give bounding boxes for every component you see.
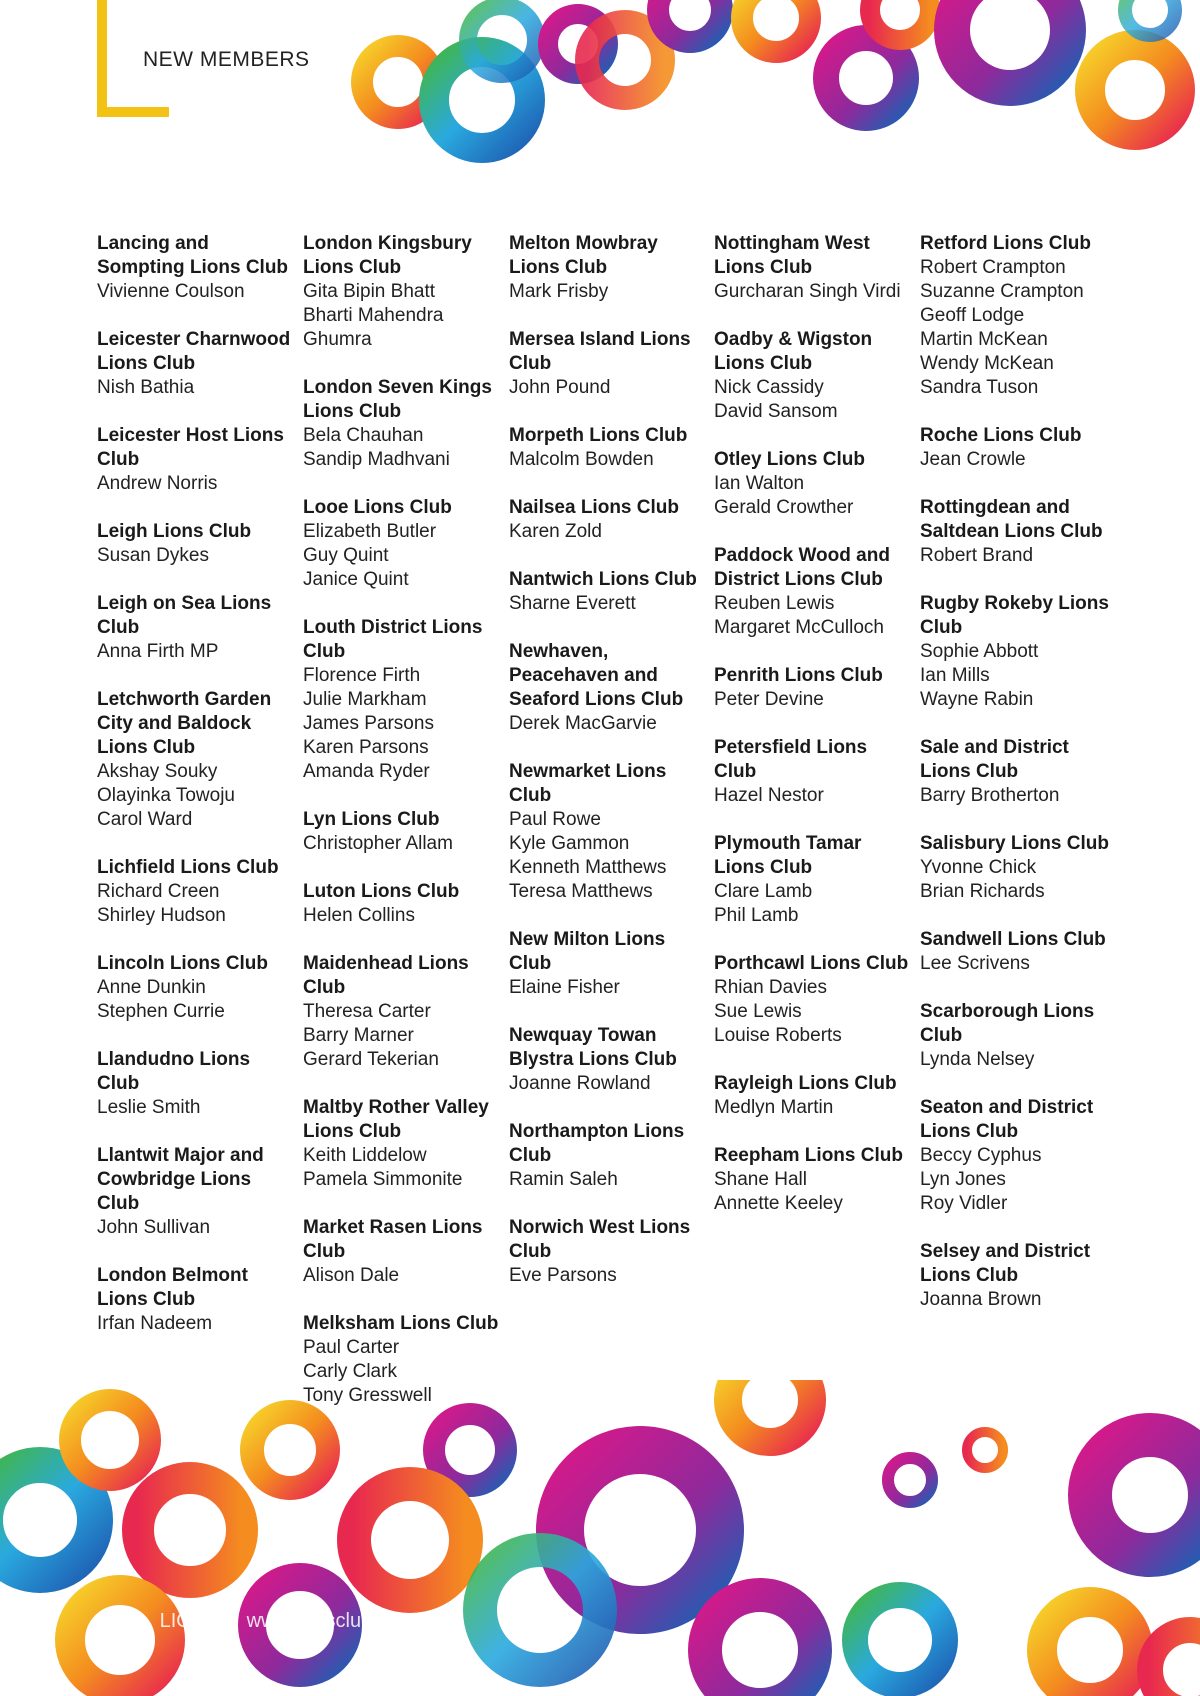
member-name: Mark Frisby: [509, 281, 609, 302]
member-name: Bharti Mahendra Ghumra: [303, 305, 444, 350]
club-entry: [509, 568, 709, 616]
member-name: Nick Cassidy: [714, 377, 824, 398]
member-name: Carly Clark: [303, 1361, 397, 1382]
member-name: Rhian Davies: [714, 977, 827, 998]
member-name: Elaine Fisher: [509, 977, 620, 998]
member-name: Ian Mills: [920, 665, 990, 686]
club-entry: [509, 328, 709, 400]
club-name: Porthcawl Lions Club: [714, 953, 909, 974]
club-entry: [714, 736, 914, 808]
member-name: Medlyn Martin: [714, 1097, 834, 1118]
club-name: Reepham Lions Club: [714, 1145, 903, 1166]
member-name: James Parsons: [303, 713, 434, 734]
club-entry: [714, 1144, 914, 1216]
member-name: Lyn Jones: [920, 1169, 1006, 1190]
member-name: Barry Brotherton: [920, 785, 1060, 806]
member-name: Ramin Saleh: [509, 1169, 618, 1190]
club-name: Louth District Lions Club: [303, 617, 483, 662]
member-name: Gurcharan Singh Virdi: [714, 281, 901, 302]
member-name: David Sansom: [714, 401, 838, 422]
member-name: Anne Dunkin: [97, 977, 206, 998]
club-name: Rottingdean and Saltdean Lions Club: [920, 497, 1103, 542]
club-entry: [509, 1024, 709, 1096]
club-name: Petersfield Lions Club: [714, 737, 868, 782]
page-number: 44: [97, 1610, 120, 1632]
member-name: Roy Vidler: [920, 1193, 1008, 1214]
club-name: London Kingsbury Lions Club: [303, 233, 472, 278]
member-name: Peter Devine: [714, 689, 824, 710]
club-name: Lichfield Lions Club: [97, 857, 279, 878]
member-name: John Pound: [509, 377, 611, 398]
club-entry: [509, 640, 709, 736]
club-name: Sandwell Lions Club: [920, 929, 1106, 950]
member-name: Sharne Everett: [509, 593, 636, 614]
member-name: Sophie Abbott: [920, 641, 1039, 662]
member-name: Martin McKean: [920, 329, 1048, 350]
member-name: Wayne Rabin: [920, 689, 1034, 710]
member-name: Stephen Currie: [97, 1001, 225, 1022]
club-name: Nailsea Lions Club: [509, 497, 679, 518]
club-entry: [303, 232, 503, 352]
club-entry: [97, 592, 297, 664]
member-name: Eve Parsons: [509, 1265, 617, 1286]
member-name: Sandra Tuson: [920, 377, 1039, 398]
member-name: Suzanne Crampton: [920, 281, 1084, 302]
club-name: Luton Lions Club: [303, 881, 460, 902]
club-name: Melton Mowbray Lions Club: [509, 233, 658, 278]
member-name: Alison Dale: [303, 1265, 400, 1286]
bottom-ring-decoration: [0, 1380, 1200, 1696]
club-entry: [714, 448, 914, 520]
member-name: John Sullivan: [97, 1217, 211, 1238]
column-4: [714, 232, 914, 1240]
club-entry: [714, 544, 914, 640]
club-entry: [303, 880, 503, 928]
member-name: Paul Carter: [303, 1337, 400, 1358]
member-name: Robert Brand: [920, 545, 1034, 566]
club-name: Northampton Lions Club: [509, 1121, 685, 1166]
club-name: Mersea Island Lions Club: [509, 329, 691, 374]
member-name: Vivienne Coulson: [97, 281, 245, 302]
club-entry: [714, 832, 914, 928]
club-name: Oadby & Wigston Lions Club: [714, 329, 873, 374]
member-name: Tony Gresswell: [303, 1385, 432, 1406]
club-entry: [920, 1096, 1120, 1216]
club-entry: [509, 1216, 709, 1288]
page-footer: [97, 1610, 421, 1633]
club-entry: [509, 496, 709, 544]
club-name: Lyn Lions Club: [303, 809, 440, 830]
club-entry: [714, 232, 914, 304]
club-entry: [97, 688, 297, 832]
member-name: Gita Bipin Bhatt: [303, 281, 436, 302]
member-name: Paul Rowe: [509, 809, 601, 830]
club-entry: [920, 496, 1120, 568]
club-entry: [509, 1120, 709, 1192]
club-entry: [920, 424, 1120, 472]
club-name: Rayleigh Lions Club: [714, 1073, 897, 1094]
club-name: Rugby Rokeby Lions Club: [920, 593, 1109, 638]
club-name: Llantwit Major and Cowbridge Lions Club: [97, 1145, 264, 1214]
member-name: Susan Dykes: [97, 545, 209, 566]
club-entry: [97, 1048, 297, 1120]
member-name: Ian Walton: [714, 473, 805, 494]
club-name: Leicester Host Lions Club: [97, 425, 284, 470]
club-name: Maltby Rother Valley Lions Club: [303, 1097, 489, 1142]
member-name: Julie Markham: [303, 689, 427, 710]
club-name: Nantwich Lions Club: [509, 569, 697, 590]
member-name: Helen Collins: [303, 905, 415, 926]
member-name: Gerard Tekerian: [303, 1049, 439, 1070]
club-entry: [509, 928, 709, 1000]
member-name: Christopher Allam: [303, 833, 453, 854]
club-entry: [714, 1072, 914, 1120]
club-entry: [303, 1096, 503, 1192]
member-name: Derek MacGarvie: [509, 713, 657, 734]
member-name: Reuben Lewis: [714, 593, 835, 614]
club-name: Salisbury Lions Club: [920, 833, 1109, 854]
member-name: Guy Quint: [303, 545, 389, 566]
club-name: Plymouth Tamar Lions Club: [714, 833, 862, 878]
club-name: Lincoln Lions Club: [97, 953, 268, 974]
website-link[interactable]: www.lionsclubs.co: [246, 1610, 409, 1632]
footer-separator: |: [223, 1610, 230, 1632]
club-name: Roche Lions Club: [920, 425, 1082, 446]
member-name: Beccy Cyphus: [920, 1145, 1042, 1166]
club-entry: [97, 1264, 297, 1336]
club-name: New Milton Lions Club: [509, 929, 666, 974]
member-name: Annette Keeley: [714, 1193, 843, 1214]
footer-separator: |: [136, 1610, 143, 1632]
club-name: Letchworth Garden City and Baldock Lions Club: [97, 689, 272, 758]
member-name: Akshay Souky: [97, 761, 218, 782]
member-name: Jean Crowle: [920, 449, 1026, 470]
member-name: Theresa Carter: [303, 1001, 431, 1022]
member-name: Barry Marner: [303, 1025, 414, 1046]
member-name: Yvonne Chick: [920, 857, 1037, 878]
column-3: [509, 232, 709, 1312]
club-entry: [920, 832, 1120, 904]
club-name: Sale and District Lions Club: [920, 737, 1069, 782]
club-name: Leigh Lions Club: [97, 521, 252, 542]
club-entry: [509, 232, 709, 304]
member-name: Pamela Simmonite: [303, 1169, 463, 1190]
member-name: Elizabeth Butler: [303, 521, 437, 542]
club-name: Leigh on Sea Lions Club: [97, 593, 272, 638]
club-entry: [97, 1144, 297, 1240]
member-name: Bela Chauhan: [303, 425, 424, 446]
club-entry: [97, 232, 297, 304]
member-name: Anna Firth MP: [97, 641, 219, 662]
section-title: NEW MEMBERS: [143, 48, 310, 71]
member-name: Robert Crampton: [920, 257, 1066, 278]
club-name: Market Rasen Lions Club: [303, 1217, 483, 1262]
member-name: Geoff Lodge: [920, 305, 1025, 326]
member-name: Shane Hall: [714, 1169, 807, 1190]
member-name: Keith Liddelow: [303, 1145, 427, 1166]
column-2: [303, 232, 503, 1432]
club-name: Looe Lions Club: [303, 497, 452, 518]
club-name: Maidenhead Lions Club: [303, 953, 469, 998]
member-name: Brian Richards: [920, 881, 1045, 902]
club-name: Scarborough Lions Club: [920, 1001, 1095, 1046]
club-name: Morpeth Lions Club: [509, 425, 688, 446]
club-name: Selsey and District Lions Club: [920, 1241, 1091, 1286]
member-name: Shirley Hudson: [97, 905, 226, 926]
member-name: Richard Creen: [97, 881, 220, 902]
club-name: Leicester Charnwood Lions Club: [97, 329, 291, 374]
club-name: Norwich West Lions Club: [509, 1217, 691, 1262]
club-name: Penrith Lions Club: [714, 665, 883, 686]
club-name: Otley Lions Club: [714, 449, 865, 470]
club-entry: [714, 664, 914, 712]
member-name: Wendy McKean: [920, 353, 1054, 374]
club-entry: [714, 952, 914, 1048]
member-name: Nish Bathia: [97, 377, 195, 398]
member-name: Margaret McCulloch: [714, 617, 884, 638]
club-name: Newmarket Lions Club: [509, 761, 667, 806]
member-name: Kyle Gammon: [509, 833, 630, 854]
club-entry: [303, 376, 503, 472]
club-entry: [509, 424, 709, 472]
club-name: Lancing and Sompting Lions Club: [97, 233, 289, 278]
club-entry: [303, 808, 503, 856]
club-entry: [714, 328, 914, 424]
club-entry: [303, 952, 503, 1072]
member-name: Joanne Rowland: [509, 1073, 651, 1094]
member-name: Malcolm Bowden: [509, 449, 654, 470]
member-name: Phil Lamb: [714, 905, 799, 926]
club-entry: [97, 856, 297, 928]
club-name: Newhaven, Peacehaven and Seaford Lions Club: [509, 641, 684, 710]
club-entry: [303, 1216, 503, 1288]
club-entry: [97, 424, 297, 496]
member-name: Gerald Crowther: [714, 497, 854, 518]
club-entry: [920, 1240, 1120, 1312]
club-entry: [303, 1312, 503, 1408]
club-name: London Seven Kings Lions Club: [303, 377, 492, 422]
club-name: Seaton and District Lions Club: [920, 1097, 1094, 1142]
club-name: Melksham Lions Club: [303, 1313, 499, 1334]
club-name: Newquay Towan Blystra Lions Club: [509, 1025, 677, 1070]
club-entry: [920, 736, 1120, 808]
member-name: Karen Zold: [509, 521, 602, 542]
member-name: Irfan Nadeem: [97, 1313, 213, 1334]
magazine-name: LION: [159, 1610, 207, 1632]
club-entry: [920, 592, 1120, 712]
club-entry: [303, 616, 503, 784]
member-name: Amanda Ryder: [303, 761, 430, 782]
club-entry: [920, 232, 1120, 400]
club-name: Paddock Wood and District Lions Club: [714, 545, 890, 590]
member-name: Carol Ward: [97, 809, 193, 830]
club-entry: [920, 928, 1120, 976]
member-name: Kenneth Matthews: [509, 857, 667, 878]
member-name: Joanna Brown: [920, 1289, 1042, 1310]
club-entry: [97, 328, 297, 400]
club-entry: [920, 1000, 1120, 1072]
member-name: Lee Scrivens: [920, 953, 1030, 974]
member-name: Louise Roberts: [714, 1025, 842, 1046]
club-entry: [509, 760, 709, 904]
member-name: Teresa Matthews: [509, 881, 653, 902]
club-name: Retford Lions Club: [920, 233, 1091, 254]
member-name: Florence Firth: [303, 665, 421, 686]
club-name: Nottingham West Lions Club: [714, 233, 870, 278]
member-name: Sue Lewis: [714, 1001, 802, 1022]
member-name: Andrew Norris: [97, 473, 218, 494]
member-name: Olayinka Towoju: [97, 785, 236, 806]
member-name: Janice Quint: [303, 569, 409, 590]
club-name: London Belmont Lions Club: [97, 1265, 248, 1310]
club-entry: [97, 952, 297, 1024]
club-name: Llandudno Lions Club: [97, 1049, 251, 1094]
top-ring-decoration: [0, 0, 1200, 190]
member-name: Sandip Madhvani: [303, 449, 450, 470]
member-name: Hazel Nestor: [714, 785, 824, 806]
column-5: [920, 232, 1120, 1336]
column-1: [97, 232, 297, 1360]
member-name: Leslie Smith: [97, 1097, 201, 1118]
club-entry: [97, 520, 297, 568]
member-name: Clare Lamb: [714, 881, 813, 902]
member-name: Lynda Nelsey: [920, 1049, 1035, 1070]
member-name: Karen Parsons: [303, 737, 429, 758]
club-entry: [303, 496, 503, 592]
